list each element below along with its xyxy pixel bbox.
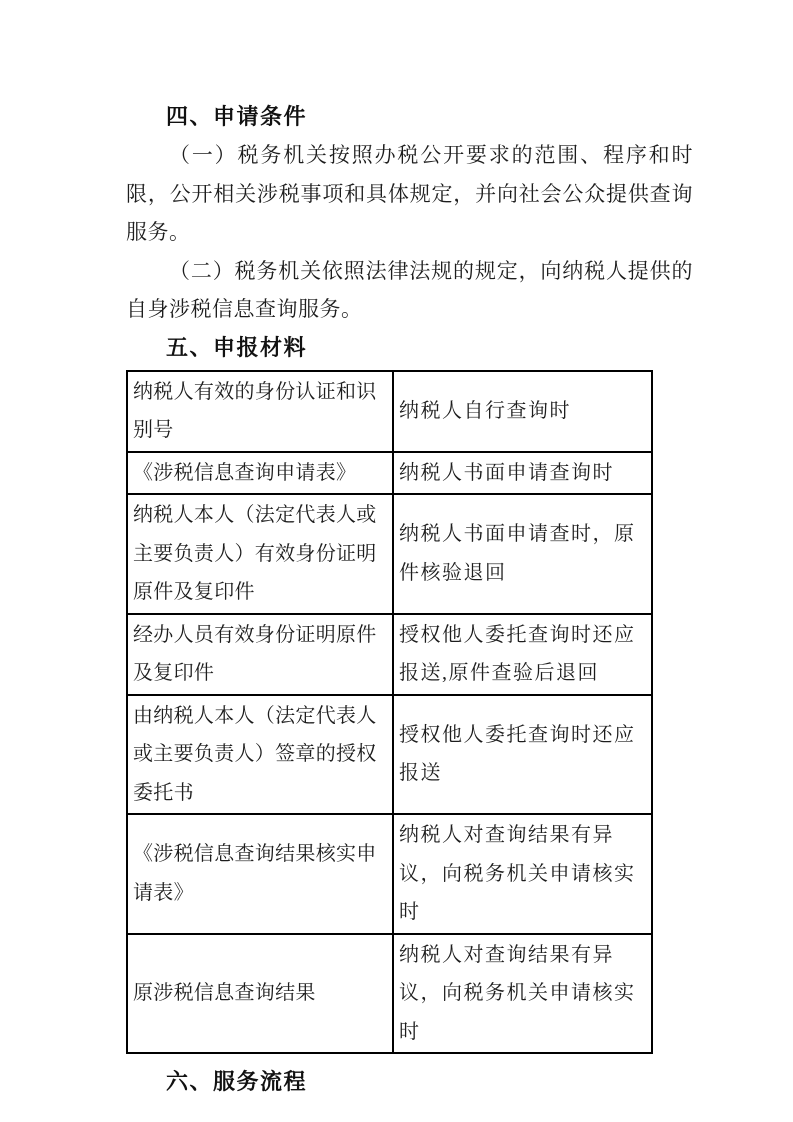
condition-cell: 纳税人书面申请查时，原件核验退回 [393,494,652,614]
paragraph-condition-1: （一）税务机关按照办税公开要求的范围、程序和时限，公开相关涉税事项和具体规定，并向社会公众提供查询服务。 [126,143,693,244]
table-row [127,494,652,614]
material-cell: 《涉税信息查询结果核实申请表》 [127,814,393,934]
materials-table [126,370,653,1055]
table-row [127,452,652,495]
section-heading-application-materials: 五、申报材料 [166,334,308,360]
condition-cell: 授权他人委托查询时还应报送 [393,695,652,815]
condition-cell: 纳税人对查询结果有异议，向税务机关申请核实时 [393,814,652,934]
section-heading-service-process: 六、服务流程 [166,1069,308,1094]
table-row [127,371,652,452]
condition-cell: 纳税人对查询结果有异议，向税务机关申请核实时 [393,934,652,1054]
table-row [127,814,652,934]
section-heading-application-conditions: 四、申请条件 [166,104,308,129]
material-cell: 纳税人本人（法定代表人或主要负责人）有效身份证明原件及复印件 [127,494,393,614]
material-cell: 经办人员有效身份证明原件及复印件 [127,614,393,695]
table-row [127,934,652,1054]
material-cell: 纳税人有效的身份认证和识别号 [127,371,393,452]
material-cell: 《涉税信息查询申请表》 [127,452,393,495]
condition-cell: 授权他人委托查询时还应报送,原件查验后退回 [393,614,652,695]
material-cell: 由纳税人本人（法定代表人或主要负责人）签章的授权委托书 [127,695,393,815]
paragraph-condition-2: （二）税务机关依照法律法规的规定，向纳税人提供的自身涉税信息查询服务。 [126,258,693,321]
condition-cell: 纳税人书面申请查询时 [393,452,652,495]
table-row [127,695,652,815]
table-row [127,614,652,695]
material-cell: 原涉税信息查询结果 [127,934,393,1054]
condition-cell: 纳税人自行查询时 [393,371,652,452]
